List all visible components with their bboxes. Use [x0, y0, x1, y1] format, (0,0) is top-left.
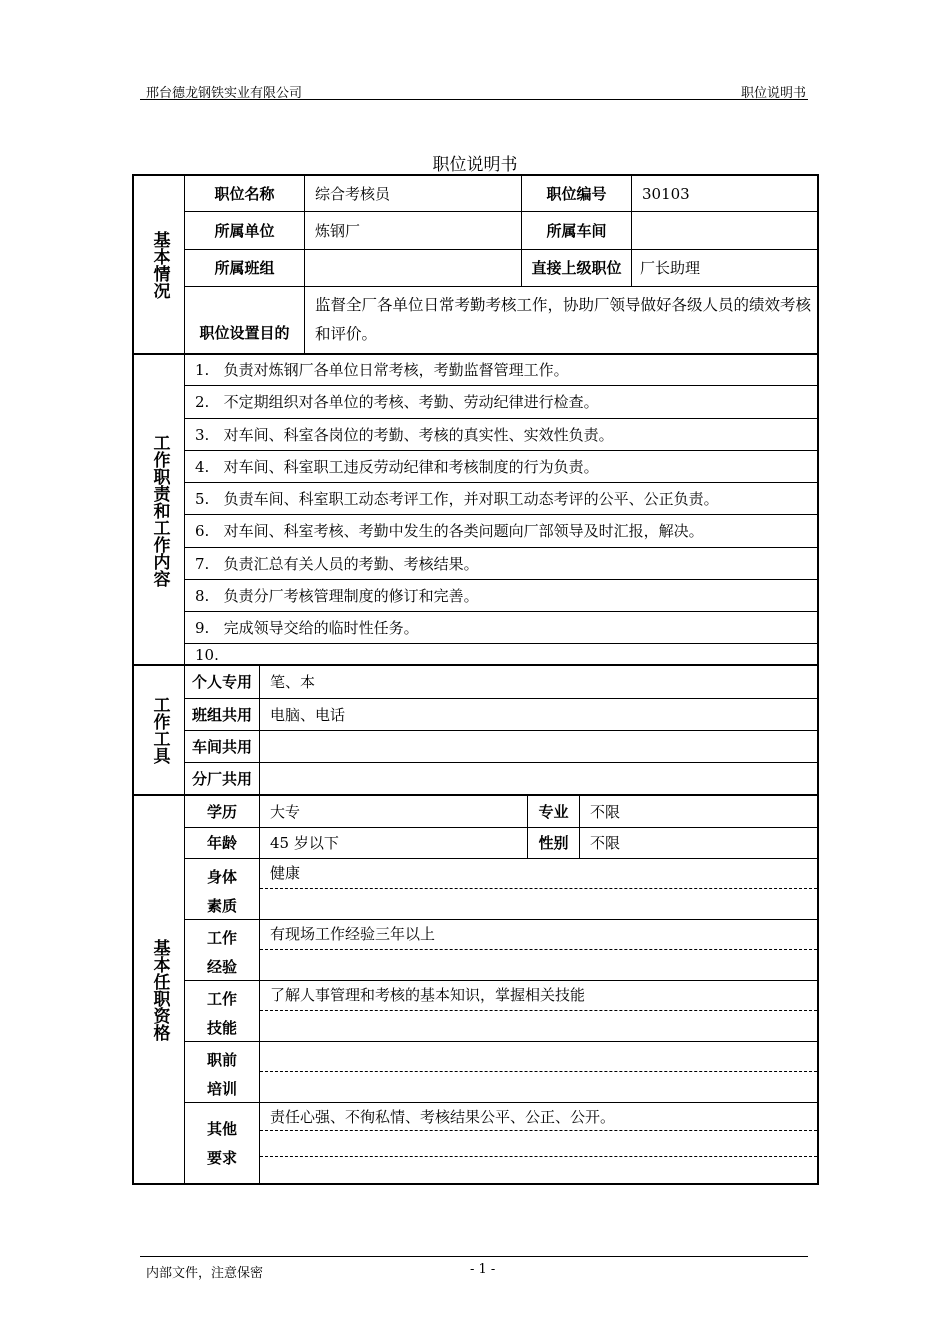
section-label-qualifications: 基本任职资格 [134, 794, 184, 1183]
section-label-basic: 基本情况 [149, 231, 170, 299]
section-label-duties: 工作职责和工作内容 [134, 353, 184, 666]
duty-item: 4. 对车间、科室职工违反劳动纪律和考核制度的行为负责。 [184, 450, 817, 482]
tool-category-value [259, 762, 817, 794]
header-company: 邢台德龙钢铁实业有限公司 [146, 86, 303, 101]
purpose-value: 监督全厂各单位日常考勤考核工作，协助厂领导做好各级人员的绩效考核和评价。 [304, 286, 817, 354]
tool-category-value [259, 730, 817, 762]
tool-category-value: 电脑、电话 [259, 698, 817, 730]
position-name-value: 综合考核员 [304, 176, 521, 211]
position-code-label: 职位编号 [521, 176, 631, 211]
duty-item: 6. 对车间、科室考核、考勤中发生的各类问题向厂部领导及时汇报，解决。 [184, 514, 817, 547]
superior-label: 直接上级职位 [521, 249, 631, 286]
skill-label: 工作 技能 [184, 980, 259, 1041]
training-label: 职前 培训 [184, 1041, 259, 1102]
duty-item: 5. 负责车间、科室职工动态考评工作，并对职工动态考评的公平、公正负责。 [184, 482, 817, 514]
job-description-form [132, 174, 819, 1185]
team-label: 所属班组 [184, 249, 304, 286]
purpose-label: 职位设置目的 [184, 286, 304, 354]
footer-divider [140, 1256, 808, 1257]
tool-category-label: 班组共用 [184, 698, 259, 730]
tool-category-label: 个人专用 [184, 666, 259, 698]
workshop-value [631, 211, 817, 249]
footer-page-number: - 1 - [470, 1262, 496, 1277]
education-value: 大专 [259, 796, 527, 827]
team-value [304, 249, 521, 286]
superior-value: 厂长助理 [631, 249, 817, 286]
experience-label: 工作 经验 [184, 919, 259, 980]
duty-item: 7. 负责汇总有关人员的考勤、考核结果。 [184, 547, 817, 579]
position-code-value: 30103 [631, 176, 817, 211]
experience-value: 有现场工作经验三年以上 [259, 919, 817, 980]
footer-note: 内部文件，注意保密 [146, 1266, 264, 1281]
gender-label: 性别 [527, 827, 579, 858]
position-name-label: 职位名称 [184, 176, 304, 211]
tool-category-label: 分厂共用 [184, 762, 259, 794]
tool-category-value: 笔、本 [259, 666, 817, 698]
unit-label: 所属单位 [184, 211, 304, 249]
education-label: 学历 [184, 796, 259, 827]
duty-item: 10. [184, 643, 817, 666]
unit-value: 炼钢厂 [304, 211, 521, 249]
other-label: 其他 要求 [184, 1102, 259, 1183]
gender-value: 不限 [579, 827, 817, 858]
duty-item: 9. 完成领导交给的临时性任务。 [184, 611, 817, 643]
health-label: 身体 素质 [184, 858, 259, 919]
other-value: 责任心强、不徇私情、考核结果公平、公正、公开。 [259, 1102, 817, 1183]
workshop-label: 所属车间 [521, 211, 631, 249]
duty-item: 1. 负责对炼钢厂各单位日常考核，考勤监督管理工作。 [184, 355, 817, 385]
duty-item: 2. 不定期组织对各单位的考核、考勤、劳动纪律进行检查。 [184, 385, 817, 418]
section-label-tools: 工作工具 [134, 664, 184, 794]
age-label: 年龄 [184, 827, 259, 858]
major-value: 不限 [579, 796, 817, 827]
page-title: 职位说明书 [432, 155, 518, 175]
duty-item: 8. 负责分厂考核管理制度的修订和完善。 [184, 579, 817, 611]
header-doc-type: 职位说明书 [740, 86, 806, 101]
header-divider [140, 99, 808, 100]
skill-value: 了解人事管理和考核的基本知识，掌握相关技能 [259, 980, 817, 1041]
age-value: 45 岁以下 [259, 827, 527, 858]
major-label: 专业 [527, 796, 579, 827]
health-value: 健康 [259, 858, 817, 919]
duty-item: 3. 对车间、科室各岗位的考勤、考核的真实性、实效性负责。 [184, 418, 817, 450]
tool-category-label: 车间共用 [184, 730, 259, 762]
